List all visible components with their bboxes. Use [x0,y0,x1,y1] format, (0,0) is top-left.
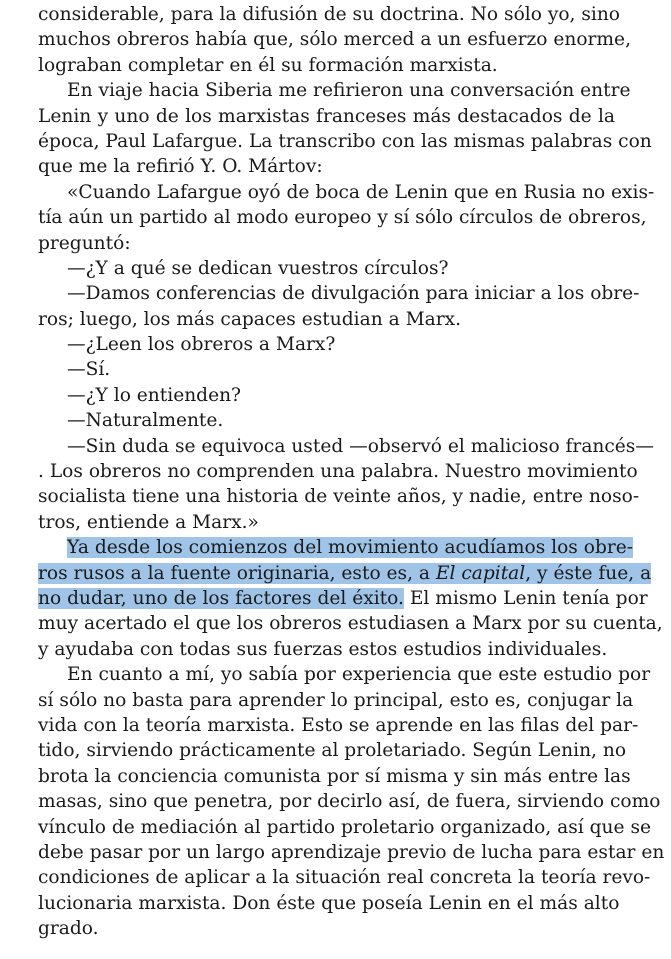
text-line: preguntó: [38,232,131,254]
text-line: debe pasar por un largo aprendizaje previo de lucha para estar en [38,841,665,863]
text-line [38,561,652,586]
text-segment: El mismo Lenin tenía por [403,587,648,609]
text-highlight: Ya desde los comienzos del movimiento acudíamos los obre- [67,537,634,559]
text-line: condiciones de aplicar a la situación real concreta la teoría revo- [38,867,651,889]
text-line: considerable, para la difusión de su doctrina. No sólo yo, sino [38,4,620,25]
text-line: muy acertado el que los obreros estudiasen a Marx por su cuenta, [38,613,663,635]
dialogue-line: —Sin duda se equivoca usted —observó el malicioso francés— [67,435,654,457]
text-line: sí sólo no basta para aprender lo principal, esto es, conjugar la [38,689,634,711]
text-line: grado. [38,918,99,940]
text-highlight: no dudar, uno de los factores del éxito. [38,587,404,609]
dialogue [38,256,654,535]
text-line: vida con la teoría marxista. Esto se aprende en las filas del par- [38,714,639,736]
text-line: lograban completar en él su formación marxista. [38,54,498,76]
text-segment: ros rusos a la fuente originaria, esto es, a [38,562,436,584]
text-line: época, Paul Lafargue. La transcribo con las mismas palabras con [38,130,652,152]
text-highlight [38,563,651,584]
text-line: tía aún un partido al modo europeo y sí sólo círculos de obreros, [38,207,647,229]
text-line [38,586,648,611]
dialogue-line: —Sí. [67,359,111,381]
text-line: masas, sino que penetra, por decirlo así, de fuera, sirviendo como [38,791,661,813]
text-line: y ayudaba con todas sus fuerzas estos estudios individuales. [38,638,608,660]
text-line [38,535,634,560]
text-line: tido, sirviendo prácticamente al proletariado. Según Lenin, no [38,740,627,762]
highlighted-paragraph [38,535,663,662]
dialogue-line: . Los obreros no comprenden una palabra. Nuestro movimiento [38,461,638,483]
dialogue-line: tros, entiende a Marx.» [38,511,259,533]
text-line: vínculo de mediación al partido proletario organizado, así que se [38,816,651,838]
text-line: «Cuando Lafargue oyó de boca de Lenin que en Rusia no exis- [67,181,655,203]
text-line: brota la conciencia comunista por sí misma y sin más entre las [38,765,631,787]
text-line: muchos obreros había que, sólo merced a un esfuerzo enorme, [38,29,631,51]
paragraph-last [38,662,665,941]
quote-intro [38,180,655,256]
dialogue-line: socialista tiene una historia de veinte años, y nadie, entre noso- [38,486,640,508]
book-title-italic: El capital [435,562,526,584]
text-segment: , y éste fue, a [525,562,652,584]
text-line: En viaje hacia Siberia me refirieron una conversación entre [67,80,631,102]
dialogue-line: —¿Y lo entienden? [67,384,242,406]
text-line: lucionaria marxista. Don éste que poseía Lenin en el más alto [38,892,620,914]
text-line: En cuanto a mí, yo sabía por experiencia que este estudio por [67,664,651,686]
text-line: Lenin y uno de los marxistas franceses más destacados de la [38,105,615,127]
paragraph-siberia [38,78,652,180]
dialogue-line: ros; luego, los más capaces estudian a Marx. [38,308,461,330]
book-page [38,2,665,941]
text-line: que me la refirió Y. O. Mártov: [38,156,323,178]
dialogue-line: —¿Leen los obreros a Marx? [67,334,336,356]
paragraph-continuation [38,2,631,78]
dialogue-line: —¿Y a qué se dedican vuestros círculos? [67,257,449,279]
dialogue-line: —Damos conferencias de divulgación para iniciar a los obre- [67,283,640,305]
dialogue-line: —Naturalmente. [67,410,224,432]
